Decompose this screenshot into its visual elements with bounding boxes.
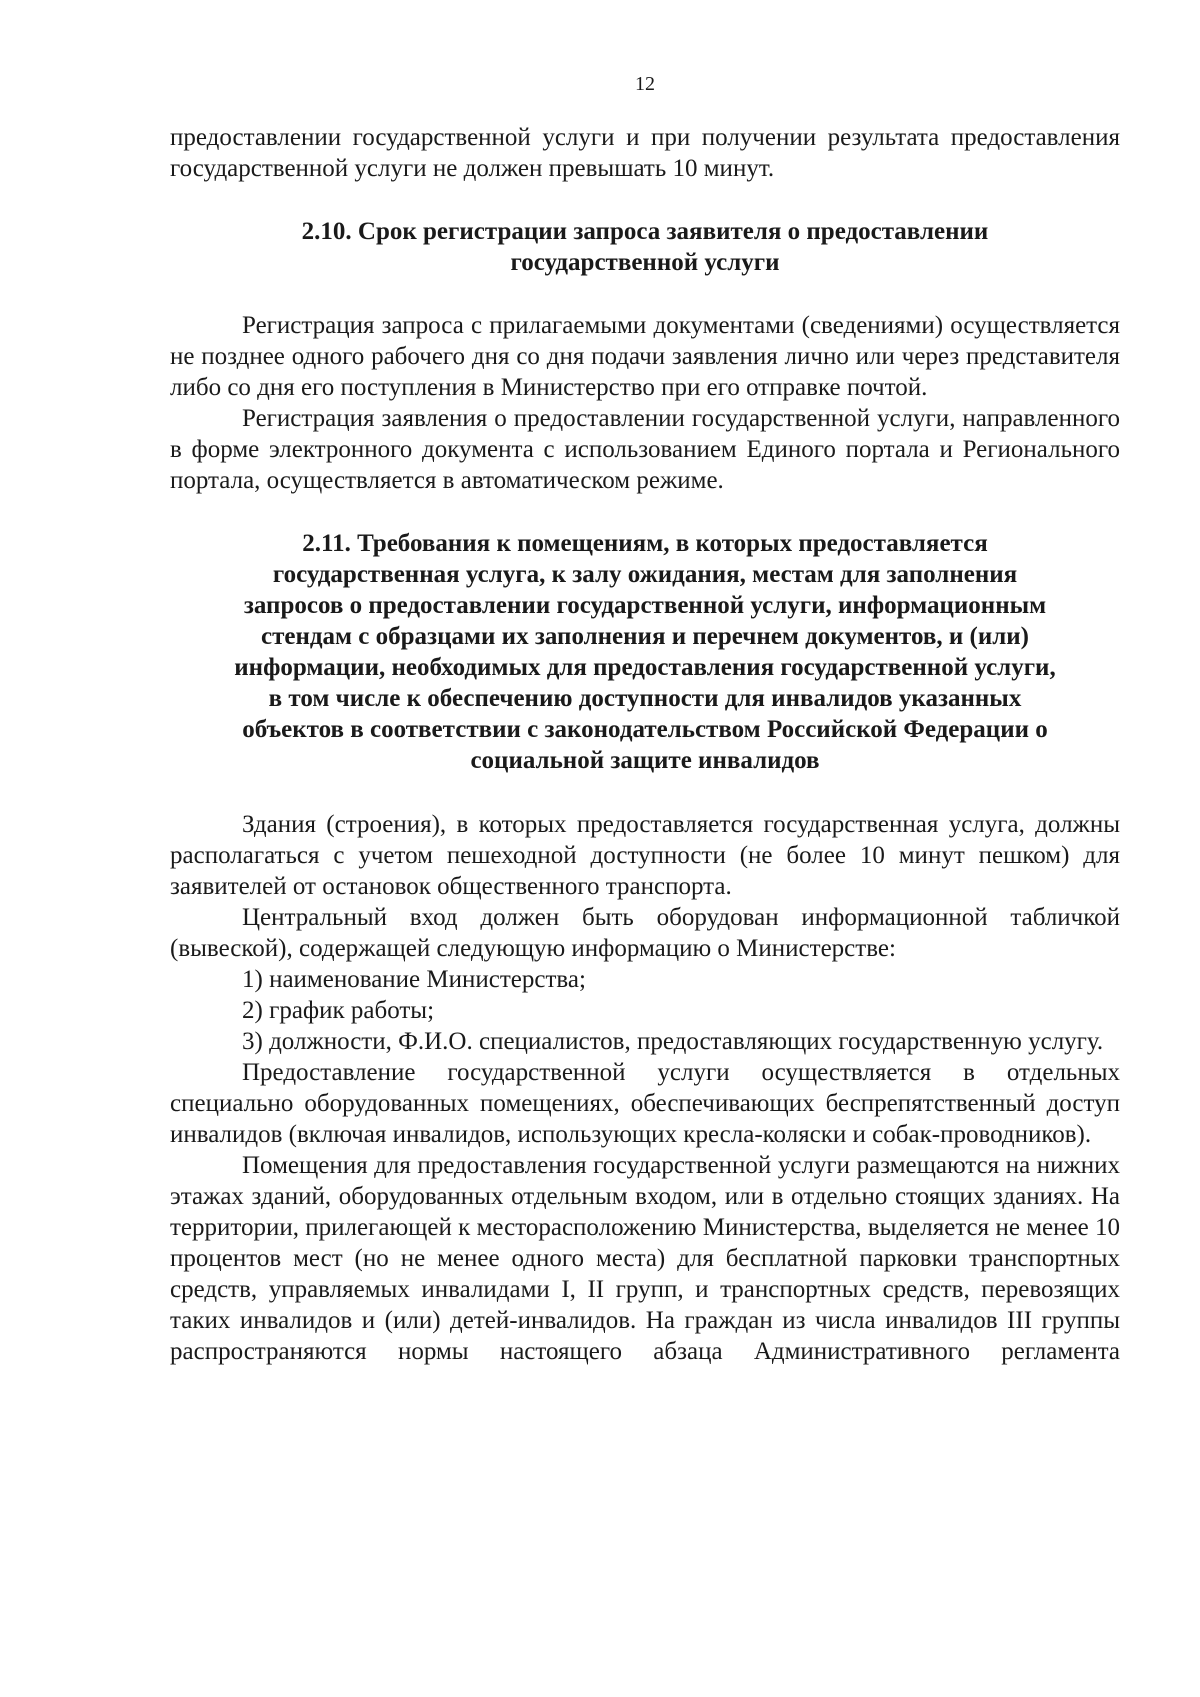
section-2-11-paragraph: Центральный вход должен быть оборудован информационной табличкой (вывеской), содержащей следующую информацию о Министерстве:: [170, 904, 1120, 962]
heading-line: 2.10. Срок регистрации запроса заявителя о предоставлении: [301, 218, 989, 245]
list-item: 2) график работы;: [242, 997, 435, 1024]
intro-paragraph: предоставлении государственной услуги и при получении результата предоставления государственной услуги не должен превышать 10 минут.: [170, 124, 1120, 182]
heading-line: 2.11. Требования к помещениям, в которых предоставляется: [302, 530, 988, 557]
heading-line: социальной защите инвалидов: [470, 747, 820, 774]
list-item: 3) должности, Ф.И.О. специалистов, предоставляющих государственную услугу.: [242, 1028, 1104, 1055]
section-2-11-paragraph: Помещения для предоставления государственной услуги размещаются на нижних этажах зданий, оборудованных отдельным входом, или в отдельно стоящих зданиях. На территории, прилегающей к месторасположению Министерства, выделяется не менее 10 процентов мест (но не менее одного места) для бесплатной парковки транспортных средств, управляемых инвалидами I, II групп, и транспортных средств, перевозящих таких инвалидов и (или) детей-инвалидов. На граждан из числа инвалидов III группы распространяются нормы настоящего абзаца Административного регламента: [170, 1152, 1120, 1365]
heading-line: запросов о предоставлении государственной услуги, информационным: [243, 592, 1047, 619]
section-2-10-paragraph: Регистрация запроса с прилагаемыми документами (сведениями) осуществляется не позднее одного рабочего дня со дня подачи заявления лично или через представителя либо со дня его поступления в Министерство при его отправке почтой.: [170, 312, 1120, 401]
section-2-10-paragraph: Регистрация заявления о предоставлении государственной услуги, направленного в форме электронного документа с использованием Единого портала и Регионального портала, осуществляется в автоматическом режиме.: [170, 405, 1120, 494]
document-body: [170, 122, 1120, 1367]
section-2-11-paragraph: Предоставление государственной услуги осуществляется в отдельных специально оборудованных помещениях, обеспечивающих беспрепятственный доступ инвалидов (включая инвалидов, использующих кресла-коляски и собак-проводников).: [170, 1059, 1120, 1148]
heading-line: государственная услуга, к залу ожидания, местам для заполнения: [272, 561, 1018, 588]
heading-line: объектов в соответствии с законодательством Российской Федерации о: [242, 716, 1048, 743]
section-2-11-paragraph: Здания (строения), в которых предоставляется государственная услуга, должны располагаться с учетом пешеходной доступности (не более 10 минут пешком) для заявителей от остановок общественного транспорта.: [170, 811, 1120, 900]
section-2-10-heading: [170, 216, 1120, 278]
page-number: 12: [635, 73, 655, 95]
heading-line: в том числе к обеспечению доступности для инвалидов указанных: [268, 685, 1022, 712]
heading-line: информации, необходимых для предоставления государственной услуги,: [234, 654, 1056, 681]
document-page: [170, 0, 1120, 1697]
heading-line: государственной услуги: [510, 249, 780, 276]
section-2-11-heading: [170, 528, 1120, 776]
heading-line: стендам с образцами их заполнения и перечнем документов, и (или): [260, 623, 1030, 650]
list-item: 1) наименование Министерства;: [242, 966, 586, 993]
